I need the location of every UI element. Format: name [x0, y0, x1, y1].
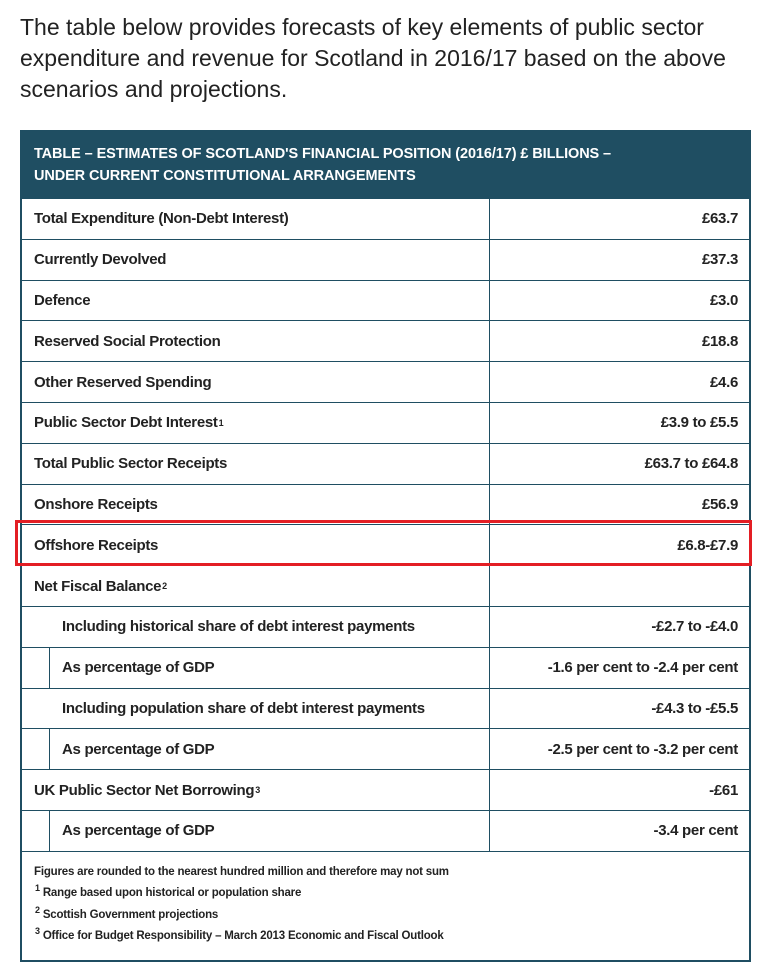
row-label: Other Reserved Spending — [34, 373, 212, 391]
note-general: Figures are rounded to the nearest hundred million and therefore may not sum — [34, 865, 449, 878]
table-title-line-1: TABLE – ESTIMATES OF SCOTLAND'S FINANCIAL POSITION (2016/17) £ BILLIONS – — [34, 146, 612, 162]
row-value: £3.0 — [710, 291, 738, 309]
row-currently-devolved — [22, 239, 749, 280]
row-value: £4.6 — [710, 373, 738, 391]
row-public-sector-debt-interest: Public Sector Debt Interest 1 £3.9 to £5.5 — [22, 402, 749, 443]
row-value: -£4.3 to -£5.5 — [651, 699, 738, 717]
row-uk-gdp-percentage — [22, 810, 749, 851]
row-net-fiscal-balance: Net Fiscal Balance 2 — [22, 565, 749, 606]
row-label: Including population share of debt interest payments — [62, 699, 425, 717]
row-total-public-sector-receipts — [22, 443, 749, 484]
note-2 — [34, 905, 737, 927]
row-label: As percentage of GDP — [62, 740, 215, 758]
row-value: £18.8 — [701, 332, 738, 350]
row-label: Onshore Receipts — [34, 495, 158, 513]
row-value: £63.7 — [701, 210, 738, 228]
row-other-reserved-spending — [22, 361, 749, 402]
footnote-marker: 2 — [35, 904, 40, 915]
row-label: Public Sector Debt Interest — [34, 414, 218, 432]
row-value: -3.4 per cent — [653, 822, 738, 840]
row-label: As percentage of GDP — [62, 822, 215, 840]
footnote-marker: 1 — [35, 883, 40, 894]
row-label: UK Public Sector Net Borrowing — [34, 781, 255, 799]
row-value: £6.8-£7.9 — [677, 536, 738, 554]
note-3 — [34, 926, 737, 948]
note-text: Office for Budget Responsibility – March 2013 Economic and Fiscal Outlook — [42, 930, 444, 943]
row-uk-net-borrowing: UK Public Sector Net Borrowing 3 -£61 — [22, 769, 749, 810]
row-defence — [22, 280, 749, 321]
financial-position-table — [20, 130, 751, 962]
row-value: -£2.7 to -£4.0 — [651, 618, 738, 636]
row-reserved-social-protection — [22, 320, 749, 361]
indent-cell — [22, 648, 50, 688]
row-historical-share — [22, 606, 749, 647]
indent-cell — [22, 729, 50, 769]
footnote-marker: 3 — [35, 926, 40, 937]
note-text: Range based upon historical or population share — [42, 887, 302, 900]
row-value: £3.9 to £5.5 — [660, 414, 738, 432]
indent-cell — [22, 811, 50, 851]
intro-paragraph: The table below provides forecasts of key elements of public sector expenditure and revenue for Scotland in 2016/17 based on the above scenarios and projections. — [20, 14, 726, 102]
row-label: As percentage of GDP — [62, 659, 215, 677]
note-1 — [34, 883, 737, 905]
row-onshore-receipts — [22, 484, 749, 525]
row-total-expenditure — [22, 198, 749, 239]
row-value: -£61 — [709, 781, 738, 799]
row-label: Defence — [34, 291, 91, 309]
note-text: Scottish Government projections — [42, 908, 219, 921]
row-label: Currently Devolved — [34, 251, 167, 269]
row-label: Net Fiscal Balance — [34, 577, 162, 595]
row-label: Offshore Receipts — [34, 536, 159, 554]
row-population-gdp-percentage — [22, 728, 749, 769]
row-historical-gdp-percentage — [22, 647, 749, 688]
row-value: -1.6 per cent to -2.4 per cent — [547, 659, 738, 677]
row-value: £56.9 — [701, 495, 738, 513]
row-population-share — [22, 688, 749, 729]
table-notes — [22, 851, 749, 960]
row-label: Including historical share of debt interest payments — [62, 618, 415, 636]
row-value: £37.3 — [701, 251, 738, 269]
row-label: Total Expenditure (Non-Debt Interest) — [34, 210, 289, 228]
row-label: Reserved Social Protection — [34, 332, 221, 350]
row-value: -2.5 per cent to -3.2 per cent — [547, 740, 738, 758]
row-offshore-receipts — [22, 524, 749, 565]
table-title-line-2: UNDER CURRENT CONSTITUTIONAL ARRANGEMENTS — [34, 168, 416, 184]
row-label: Total Public Sector Receipts — [34, 455, 228, 473]
row-value: £63.7 to £64.8 — [644, 455, 738, 473]
table-title — [22, 132, 749, 198]
